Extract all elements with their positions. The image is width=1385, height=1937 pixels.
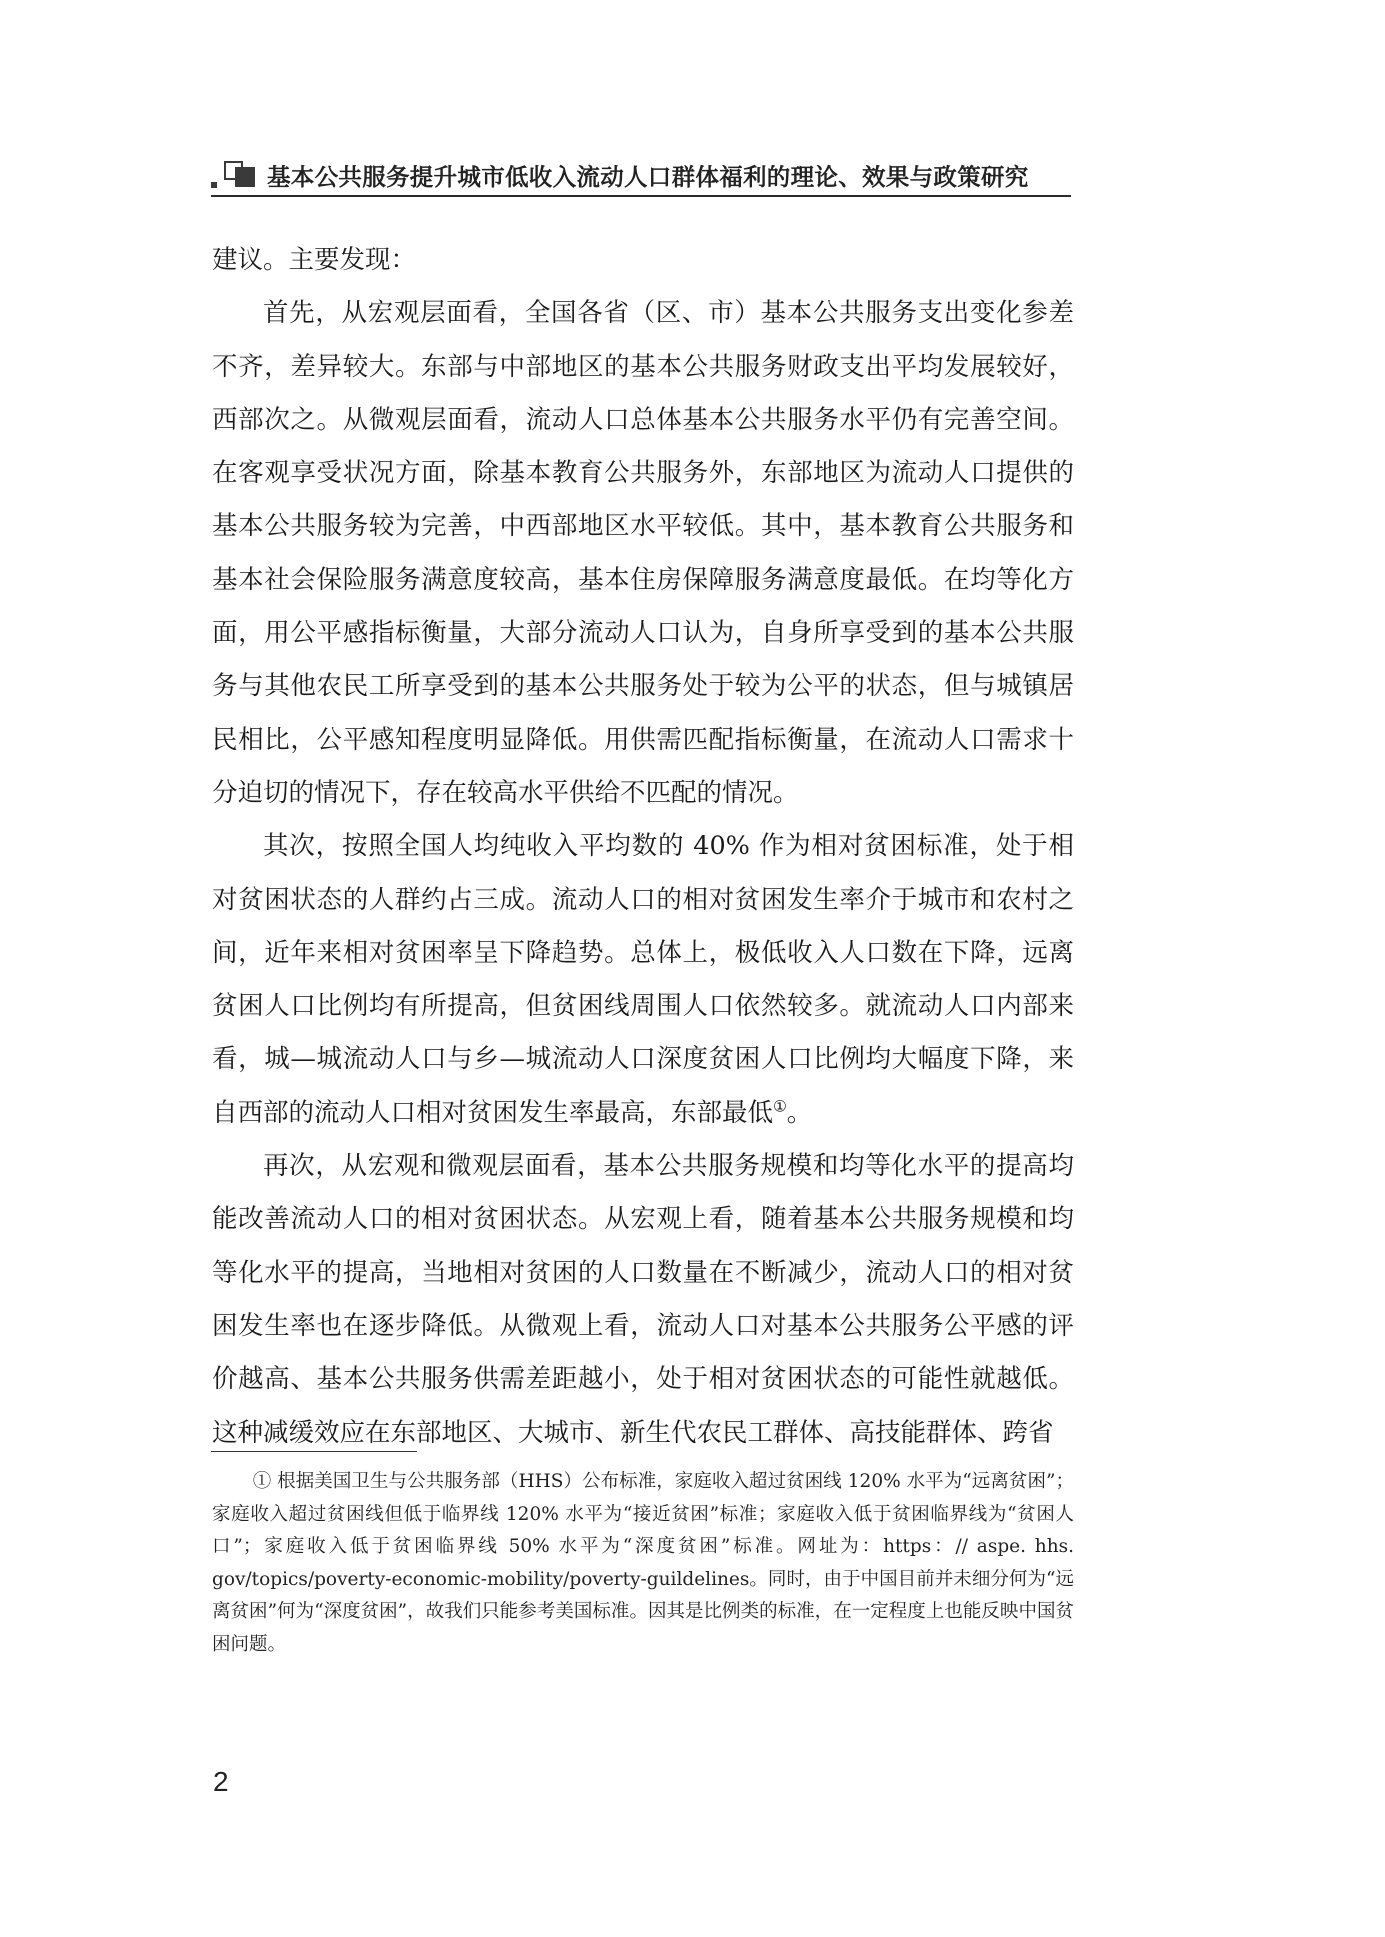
paragraph-end: 。 (786, 1097, 813, 1128)
footnote-text: ① 根据美国卫生与公共服务部（HHS）公布标准，家庭收入超过贫困线 120% 水平为“远离贫困”；家庭收入超过贫困线但低于临界线 120% 水平为“接近贫困”标准；家庭收入低于贫困临界线为“贫困人口”；家庭收入低于贫困临界线 50% 水平为“深度贫困”标准。网址为：https：// aspe. hhs. gov/topics/poverty-economic-mobility/poverty-guildelines。同时，由于中国目前并未细分何为“远离贫困”何为“深度贫困”，故我们只能参考美国标准。因其是比例类的标准，在一定程度上也能反映中国贫困问题。 (212, 1471, 1074, 1655)
paragraph-text: 其次，按照全国人均纯收入平均数的 40% 作为相对贫困标准，处于相对贫困状态的人群约占三成。流动人口的相对贫困发生率介于城市和农村之间，近年来相对贫困率呈下降趋势。总体上，极低收入人口数在下降，远离贫困人口比例均有所提高，但贫困线周围人口依然较多。就流动人口内部来看，城—城流动人口与乡—城流动人口深度贫困人口比例均大幅度下降，来自西部的流动人口相对贫困发生率最高，东部最低 (212, 831, 1074, 1128)
main-text (212, 234, 1074, 1460)
page-number: 2 (213, 1766, 229, 1797)
header-squares-icon (211, 156, 261, 192)
paragraph: 首先，从宏观层面看，全国各省（区、市）基本公共服务支出变化参差不齐，差异较大。东部与中部地区的基本公共服务财政支出平均发展较好，西部次之。从微观层面看，流动人口总体基本公共服务水平仍有完善空间。在客观享受状况方面，除基本教育公共服务外，东部地区为流动人口提供的基本公共服务较为完善，中西部地区水平较低。其中，基本教育公共服务和基本社会保险服务满意度较高，基本住房保障服务满意度最低。在均等化方面，用公平感指标衡量，大部分流动人口认为，自身所享受到的基本公共服务与其他农民工所享受到的基本公共服务处于较为公平的状态，但与城镇居民相比，公平感知程度明显降低。用供需匹配指标衡量，在流动人口需求十分迫切的情况下，存在较高水平供给不匹配的情况。 (212, 298, 1074, 808)
paragraph: 再次，从宏观和微观层面看，基本公共服务规模和均等化水平的提高均能改善流动人口的相对贫困状态。从宏观上看，随着基本公共服务规模和均等化水平的提高，当地相对贫困的人口数量在不断减少，流动人口的相对贫困发生率也在逐步降低。从微观上看，流动人口对基本公共服务公平感的评价越高、基本公共服务供需差距越小，处于相对贫困状态的可能性就越低。这种减缓效应在东部地区、大城市、新生代农民工群体、高技能群体、跨省 (212, 1151, 1074, 1448)
footnote-reference[interactable]: ① (773, 1097, 787, 1116)
running-header (211, 156, 1071, 192)
paragraph (212, 820, 1074, 1140)
header-rule (211, 195, 1071, 197)
paragraph: 建议。主要发现： (212, 245, 417, 275)
footnote (212, 1466, 1074, 1661)
book-title: 基本公共服务提升城市低收入流动人口群体福利的理论、效果与政策研究 (267, 163, 1029, 191)
footnote-rule (211, 1451, 417, 1452)
